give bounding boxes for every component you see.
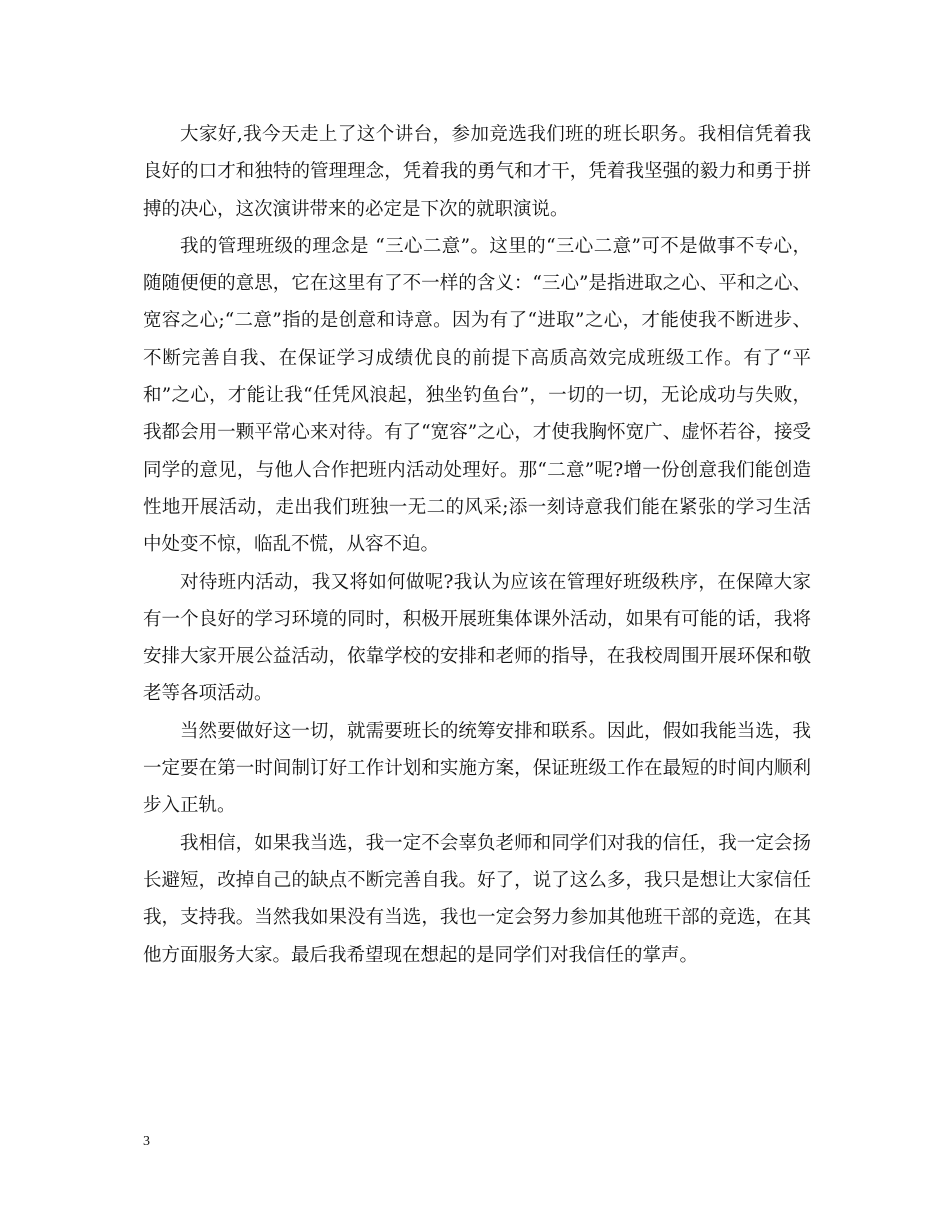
paragraph-3: 对待班内活动，我又将如何做呢?我认为应该在管理好班级秩序，在保障大家有一个良好的学习环境的同时，积极开展班集体课外活动，如果有可能的话，我将安排大家开展公益活动，依靠学校的安排和老师的指导，在我校周围开展环保和敬老等各项活动。 <box>143 571 811 705</box>
document-body <box>143 116 811 974</box>
page-number: 3 <box>143 1134 150 1149</box>
paragraph-2: 我的管理班级的理念是 “三心二意”。这里的“三心二意”可不是做事不专心，随随便便的意思，它在这里有了不一样的含义：“三心”是指进取之心、平和之心、宽容之心;“二意”指的是创意和诗意。因为有了“进取”之心，才能使我不断进步、不断完善自我、在保证学习成绩优良的前提下高质高效完成班级工作。有了“平和”之心，才能让我“任凭风浪起，独坐钓鱼台”，一切的一切，无论成功与失败，我都会用一颗平常心来对待。有了“宽容”之心，才使我胸怀宽广、虚怀若谷，接受同学的意见，与他人合作把班内活动处理好。那“二意”呢?增一份创意我们能创造性地开展活动，走出我们班独一无二的风采;添一刻诗意我们能在紧张的学习生活中处变不惊，临乱不慌，从容不迫。 <box>143 235 811 556</box>
paragraph-1: 大家好,我今天走上了这个讲台，参加竞选我们班的班长职务。我相信凭着我良好的口才和独特的管理理念，凭着我的勇气和才干，凭着我坚强的毅力和勇于拼搏的决心，这次演讲带来的必定是下次的就职演说。 <box>143 124 811 220</box>
paragraph-4: 当然要做好这一切，就需要班长的统筹安排和联系。因此，假如我能当选，我一定要在第一时间制订好工作计划和实施方案，保证班级工作在最短的时间内顺利步入正轨。 <box>143 720 811 817</box>
paragraph-5: 我相信，如果我当选，我一定不会辜负老师和同学们对我的信任，我一定会扬长避短，改掉自己的缺点不断完善自我。好了，说了这么多，我只是想让大家信任我，支持我。当然我如果没有当选，我也一定会努力参加其他班干部的竞选，在其他方面服务大家。最后我希望现在想起的是同学们对我信任的掌声。 <box>143 832 811 966</box>
